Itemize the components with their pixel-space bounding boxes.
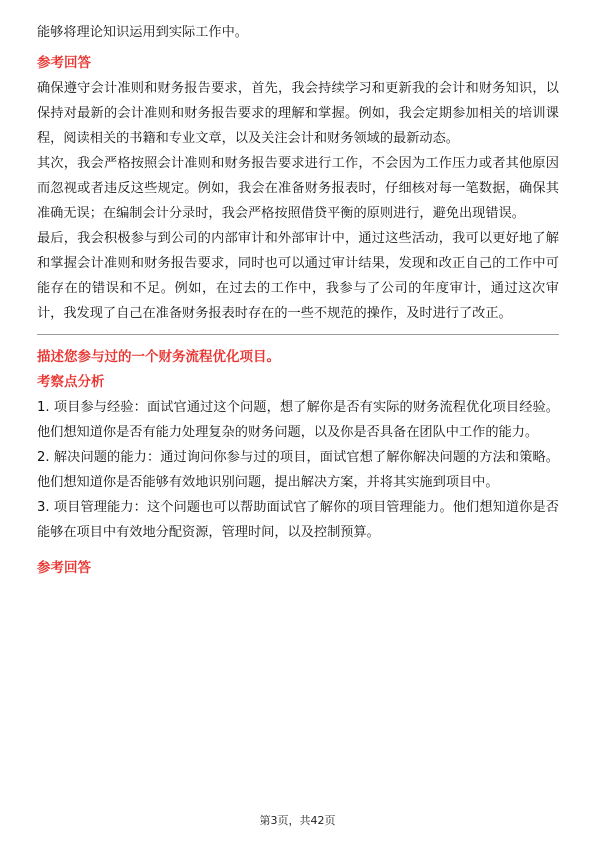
- page-content: [37, 20, 559, 581]
- question-heading: 描述您参与过的一个财务流程优化项目。: [37, 349, 280, 365]
- page-number: 第3页，共42页: [259, 814, 336, 827]
- analysis-point: 1. 项目参与经验：面试官通过这个问题，想了解你是否有实际的财务流程优化项目经验。他们想知道你是否有能力处理复杂的财务问题，以及你是否具备在团队中工作的能力。: [37, 400, 559, 440]
- section-divider: [37, 334, 559, 335]
- answer-paragraph: 最后，我会积极参与到公司的内部审计和外部审计中，通过这些活动，我可以更好地了解和掌握会计准则和财务报告要求，同时也可以通过审计结果，发现和改正自己的工作中可能存在的错误和不足。例如，在过去的工作中，我参与了公司的年度审计，通过这次审计，我发现了自己在准备财务报表时存在的一些不规范的操作，及时进行了改正。: [37, 231, 559, 321]
- analysis-point: 3. 项目管理能力：这个问题也可以帮助面试官了解你的项目管理能力。他们想知道你是否能够在项目中有效地分配资源，管理时间，以及控制预算。: [37, 500, 559, 540]
- answer-paragraph: 确保遵守会计准则和财务报告要求，首先，我会持续学习和更新我的会计和财务知识，以保持对最新的会计准则和财务报告要求的理解和掌握。例如，我会定期参加相关的培训课程，阅读相关的书籍和专业文章，以及关注会计和财务领域的最新动态。: [37, 81, 559, 146]
- analysis-point: 2. 解决问题的能力：通过询问你参与过的项目，面试官想了解你解决问题的方法和策略。他们想知道你是否能够有效地识别问题，提出解决方案，并将其实施到项目中。: [37, 450, 559, 490]
- reference-answer-heading: 参考回答: [37, 560, 91, 576]
- reference-answer-heading: 参考回答: [37, 55, 91, 71]
- analysis-heading: 考察点分析: [37, 374, 105, 390]
- answer-paragraph: 其次，我会严格按照会计准则和财务报告要求进行工作，不会因为工作压力或者其他原因而忽视或者违反这些规定。例如，我会在准备财务报表时，仔细核对每一笔数据，确保其准确无误；在编制会计分录时，我会严格按照借贷平衡的原则进行，避免出现错误。: [37, 156, 559, 221]
- continued-text: 能够将理论知识运用到实际工作中。: [37, 25, 248, 40]
